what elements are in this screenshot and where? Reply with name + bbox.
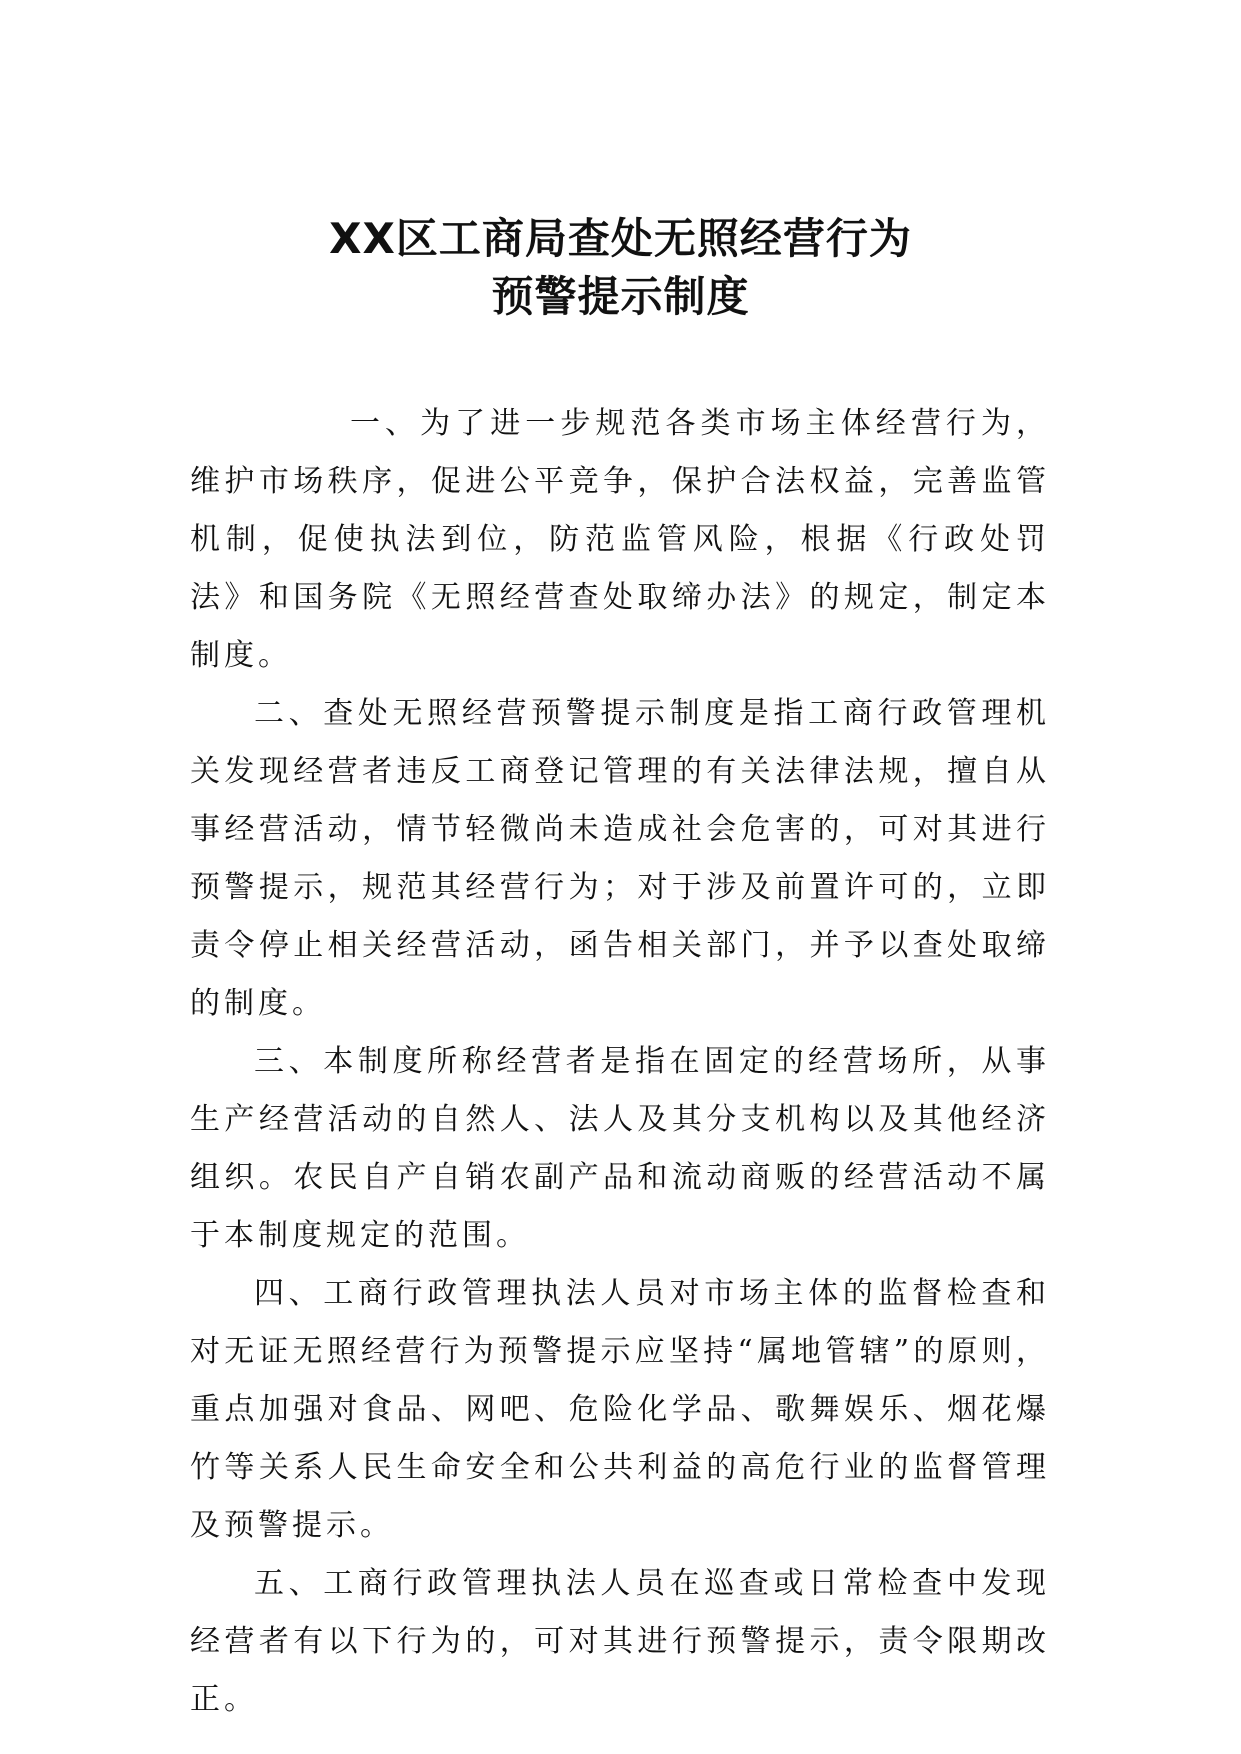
paragraph-2: 二、查处无照经营预警提示制度是指工商行政管理机关发现经营者违反工商登记管理的有关法律法规，擅自从事经营活动，情节轻微尚未造成社会危害的，可对其进行预警提示，规范其经营行为；对于涉及前置许可的，立即责令停止相关经营活动，函告相关部门，并予以查处取缔的制度。 [190,696,1050,1021]
paragraph-1: 一、为了进一步规范各类市场主体经营行为，维护市场秩序，促进公平竞争，保护合法权益，完善监管机制，促使执法到位，防范监管风险，根据《行政处罚法》和国务院《无照经营查处取缔办法》的规定，制定本制度。 [190,406,1050,673]
title-line-2: 预警提示制度 [491,272,750,321]
document-body [190,395,1050,1729]
title-line-1: XX区工商局查处无照经营行为 [329,214,912,263]
document-title [0,210,1241,326]
paragraph-4: 四、工商行政管理执法人员对市场主体的监督检查和对无证无照经营行为预警提示应坚持“属地管辖”的原则，重点加强对食品、网吧、危险化学品、歌舞娱乐、烟花爆竹等关系人民生命安全和公共利益的高危行业的监督管理及预警提示。 [190,1276,1050,1543]
paragraph-5: 五、工商行政管理执法人员在巡查或日常检查中发现经营者有以下行为的，可对其进行预警提示，责令限期改正。 [190,1566,1050,1717]
paragraph-3: 三、本制度所称经营者是指在固定的经营场所，从事生产经营活动的自然人、法人及其分支机构以及其他经济组织。农民自产自销农副产品和流动商贩的经营活动不属于本制度规定的范围。 [190,1044,1050,1253]
